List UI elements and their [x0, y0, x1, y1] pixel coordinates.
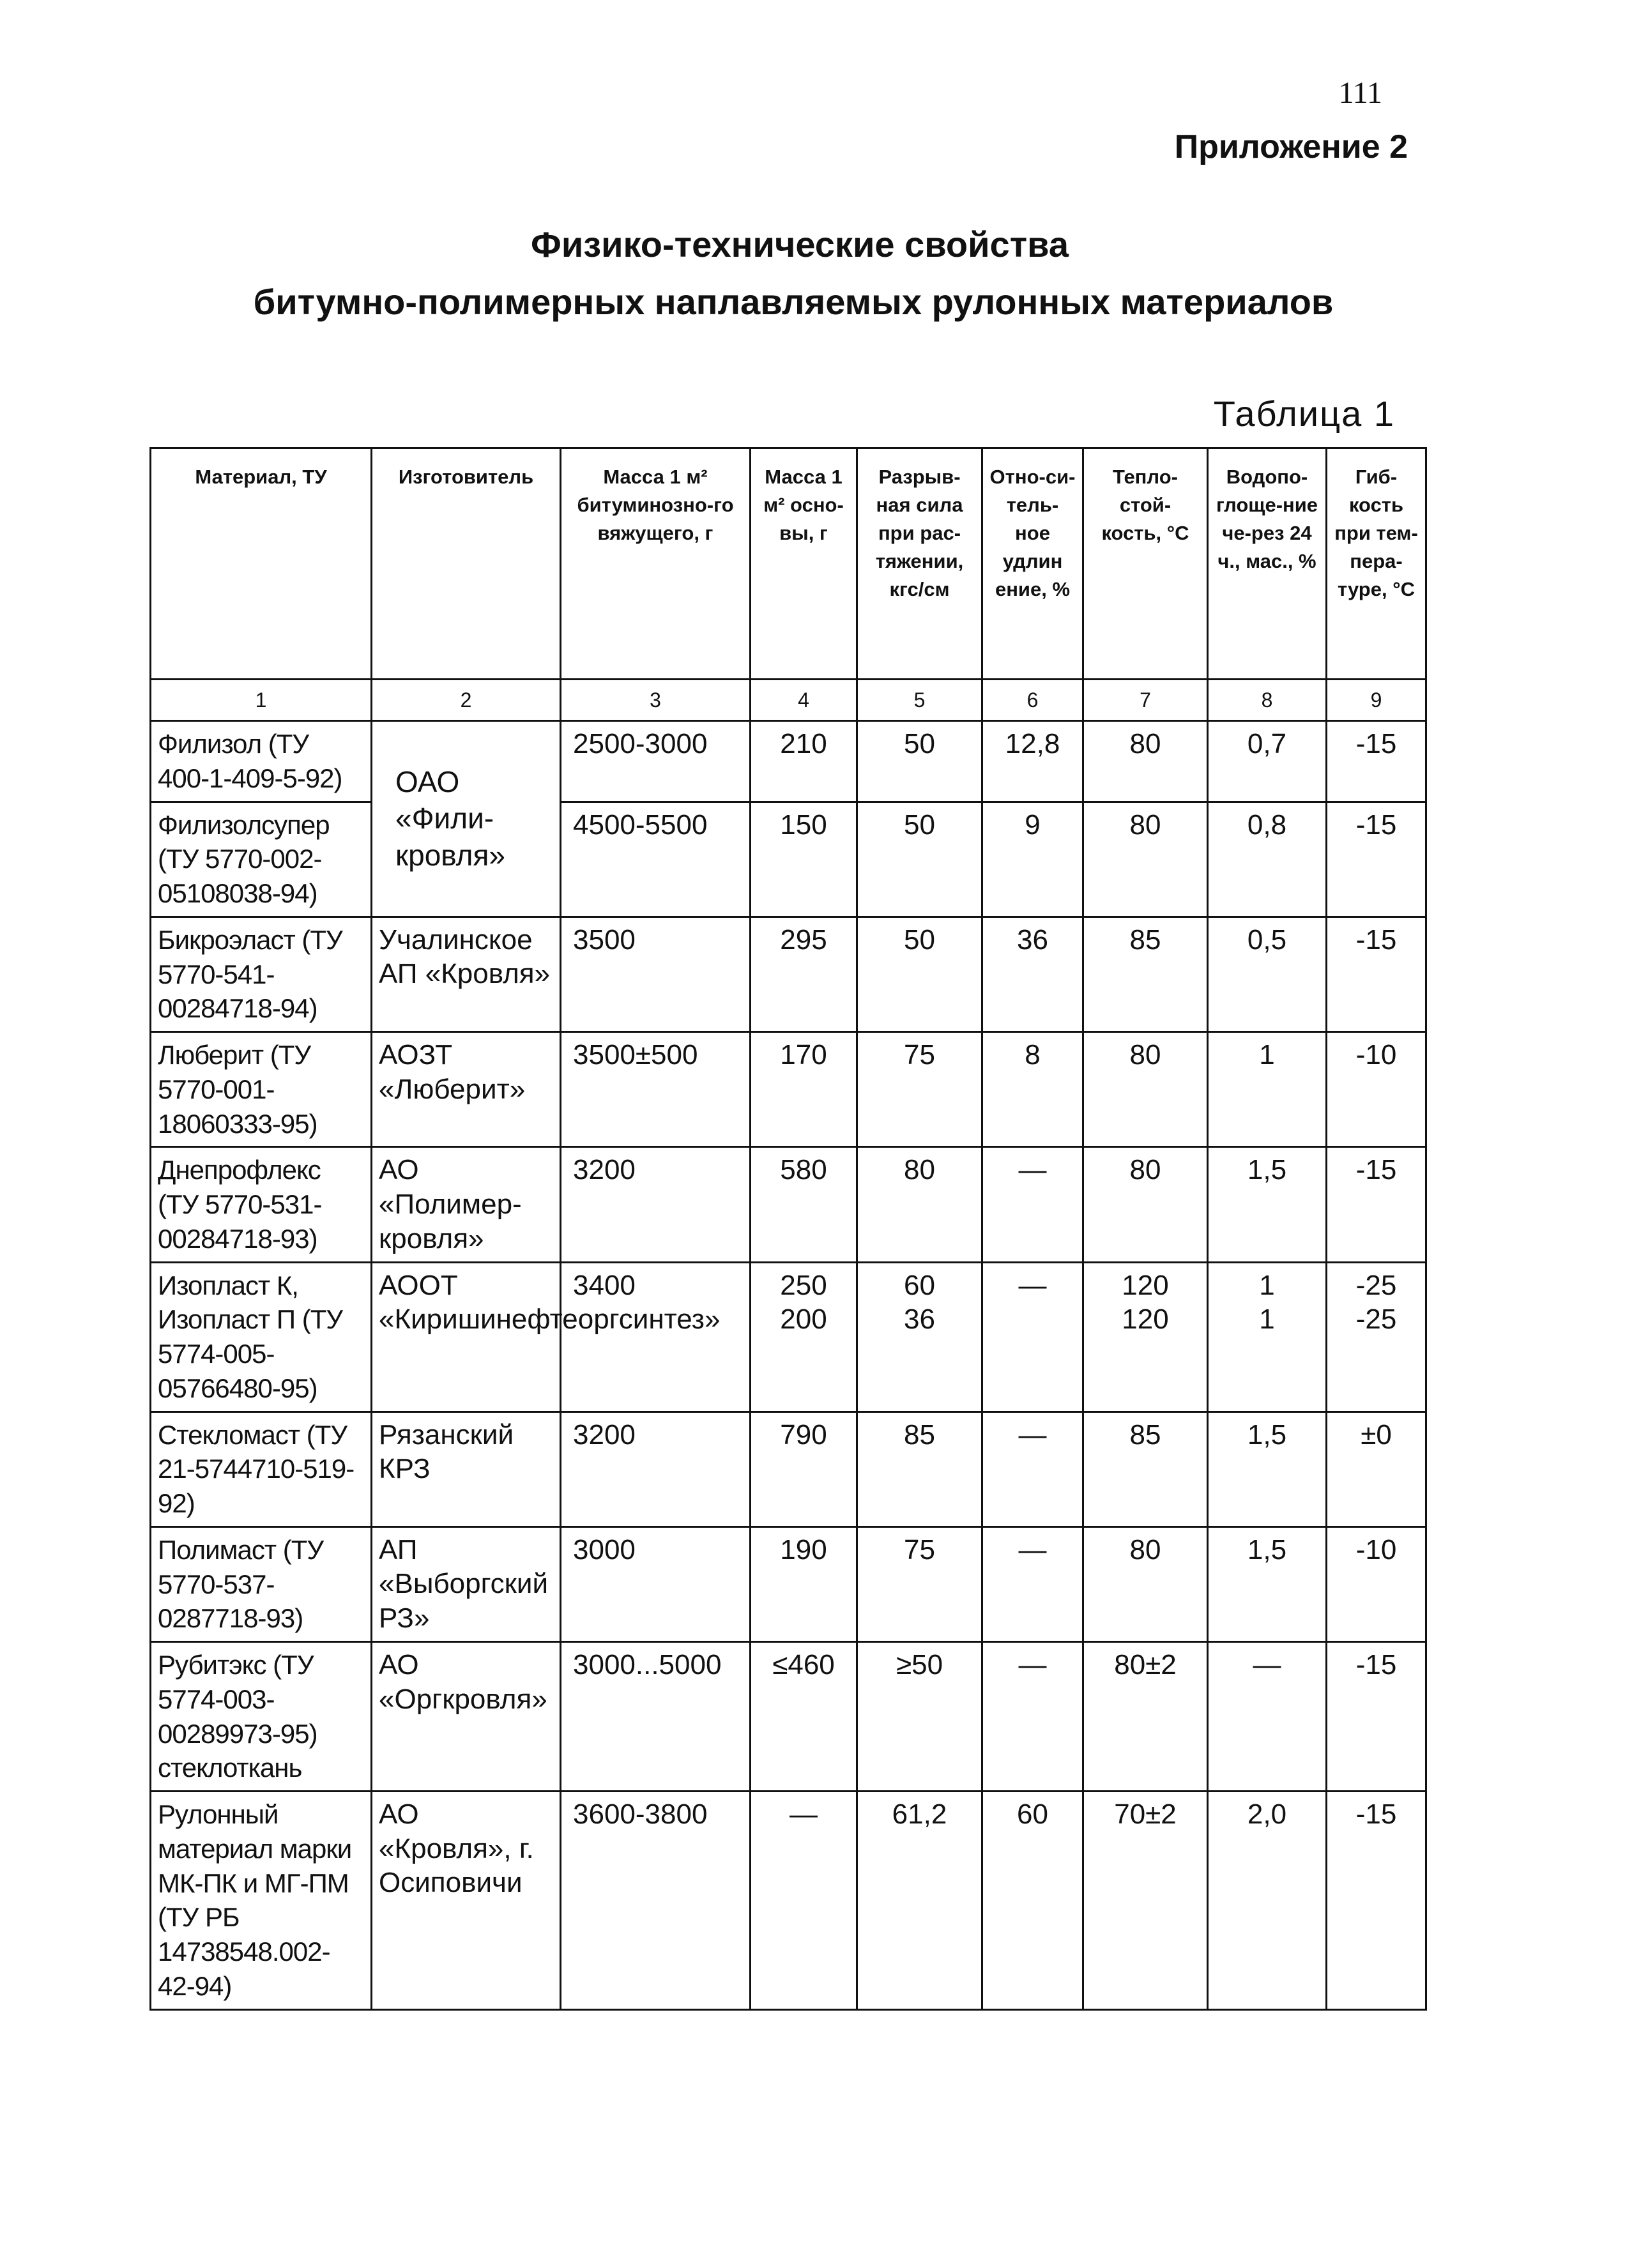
material-cell: Рулонный материал марки МК-ПК и МГ-ПМ (ТУ РБ 14738548.002-42-94) — [151, 1792, 372, 2010]
manufacturer-cell: Рязанский КРЗ — [372, 1412, 561, 1526]
base-mass-cell: ≤460 — [751, 1642, 857, 1792]
material-cell: Филизол (ТУ 400-1-409-5-92) — [151, 721, 372, 802]
table-row — [151, 1642, 1426, 1792]
heat-resistance-cell: 70±2 — [1083, 1792, 1208, 2010]
header-cell: Изготовитель — [372, 448, 561, 680]
water-absorption-cell: 1,5 — [1208, 1412, 1327, 1526]
binder-mass-cell: 4500-5500 — [561, 802, 751, 917]
elongation-cell: — — [982, 1642, 1083, 1792]
table-row — [151, 721, 1426, 802]
manufacturer-cell: АО «Оргкровля» — [372, 1642, 561, 1792]
base-mass-cell: — — [751, 1792, 857, 2010]
water-absorption-cell: 0,8 — [1208, 802, 1327, 917]
column-number-row — [151, 680, 1426, 721]
binder-mass-cell: 3200 — [561, 1147, 751, 1262]
heat-resistance-cell: 80 — [1083, 1526, 1208, 1641]
header-cell: Материал, ТУ — [151, 448, 372, 680]
table-row — [151, 802, 1426, 917]
properties-table — [149, 447, 1427, 2011]
elongation-cell: 12,8 — [982, 721, 1083, 802]
manufacturer-cell: АП «Выборгский РЗ» — [372, 1526, 561, 1641]
material-cell: Рубитэкс (ТУ 5774-003-00289973-95) стеклоткань — [151, 1642, 372, 1792]
header-cell: Разрыв-ная сила при рас-тяжении, кгс/см — [857, 448, 982, 680]
elongation-cell: — — [982, 1262, 1083, 1412]
flexibility-cell: -15 — [1327, 1642, 1426, 1792]
elongation-cell: — — [982, 1412, 1083, 1526]
material-cell: Изопласт К, Изопласт П (ТУ 5774-005-05766480-95) — [151, 1262, 372, 1412]
column-number: 3 — [561, 680, 751, 721]
material-cell: Филизолсупер (ТУ 5770-002-05108038-94) — [151, 802, 372, 917]
column-number: 2 — [372, 680, 561, 721]
column-number: 6 — [982, 680, 1083, 721]
material-cell: Люберит (ТУ 5770-001-18060333-95) — [151, 1032, 372, 1147]
table-row — [151, 1147, 1426, 1262]
manufacturer-cell: АООТ «Киришинефтеоргсинтез» — [372, 1262, 561, 1412]
table-row — [151, 1032, 1426, 1147]
elongation-cell: 8 — [982, 1032, 1083, 1147]
manufacturer-cell: АО «Полимер-кровля» — [372, 1147, 561, 1262]
base-mass-cell: 250 200 — [751, 1262, 857, 1412]
base-mass-cell: 580 — [751, 1147, 857, 1262]
title-line-2: битумно-полимерных наплавляемых рулонных материалов — [253, 282, 1334, 322]
material-cell: Полимаст (ТУ 5770-537-0287718-93) — [151, 1526, 372, 1641]
header-cell: Масса 1 м² битуминозно-го вяжущего, г — [561, 448, 751, 680]
header-cell: Гиб-кость при тем-пера-туре, °С — [1327, 448, 1426, 680]
table-body — [151, 680, 1426, 2010]
flexibility-cell: -10 — [1327, 1032, 1426, 1147]
header-cell: Водопо-глоще-ние че-рез 24 ч., мас., % — [1208, 448, 1327, 680]
flexibility-cell: -25 -25 — [1327, 1262, 1426, 1412]
heat-resistance-cell: 85 — [1083, 1412, 1208, 1526]
base-mass-cell: 790 — [751, 1412, 857, 1526]
material-cell: Днепрофлекс (ТУ 5770-531-00284718-93) — [151, 1147, 372, 1262]
base-mass-cell: 295 — [751, 917, 857, 1031]
page-number: 111 — [1338, 76, 1382, 110]
binder-mass-cell: 3400 — [561, 1262, 751, 1412]
column-number: 4 — [751, 680, 857, 721]
water-absorption-cell: 1 1 — [1208, 1262, 1327, 1412]
binder-mass-cell: 3000 — [561, 1526, 751, 1641]
table-row — [151, 1412, 1426, 1526]
base-mass-cell: 190 — [751, 1526, 857, 1641]
title-line-1: Физико-технические свойства — [531, 224, 1069, 264]
header-cell: Тепло-стой-кость, °С — [1083, 448, 1208, 680]
elongation-cell: 60 — [982, 1792, 1083, 2010]
tensile-cell: ≥50 — [857, 1642, 982, 1792]
header-cell: Отно-си-тель-ное удлин ение, % — [982, 448, 1083, 680]
tensile-cell: 75 — [857, 1032, 982, 1147]
binder-mass-cell: 3200 — [561, 1412, 751, 1526]
water-absorption-cell: 2,0 — [1208, 1792, 1327, 2010]
material-cell: Стекломаст (ТУ 21-5744710-519-92) — [151, 1412, 372, 1526]
binder-mass-cell: 3500±500 — [561, 1032, 751, 1147]
column-number: 7 — [1083, 680, 1208, 721]
water-absorption-cell: 1 — [1208, 1032, 1327, 1147]
flexibility-cell: -10 — [1327, 1526, 1426, 1641]
heat-resistance-cell: 80 — [1083, 721, 1208, 802]
base-mass-cell: 170 — [751, 1032, 857, 1147]
base-mass-cell: 210 — [751, 721, 857, 802]
binder-mass-cell: 3000...5000 — [561, 1642, 751, 1792]
heat-resistance-cell: 80 — [1083, 1147, 1208, 1262]
column-number: 1 — [151, 680, 372, 721]
column-number: 5 — [857, 680, 982, 721]
tensile-cell: 50 — [857, 802, 982, 917]
table-row — [151, 1262, 1426, 1412]
tensile-cell: 85 — [857, 1412, 982, 1526]
water-absorption-cell: 1,5 — [1208, 1526, 1327, 1641]
tensile-cell: 61,2 — [857, 1792, 982, 2010]
flexibility-cell: -15 — [1327, 1792, 1426, 2010]
manufacturer-cell: АО «Кровля», г. Осиповичи — [372, 1792, 561, 2010]
flexibility-cell: ±0 — [1327, 1412, 1426, 1526]
table-label: Таблица 1 — [1213, 393, 1395, 434]
column-number: 9 — [1327, 680, 1426, 721]
heat-resistance-cell: 120 120 — [1083, 1262, 1208, 1412]
table-row — [151, 1526, 1426, 1641]
binder-mass-cell: 2500-3000 — [561, 721, 751, 802]
manufacturer-cell: АОЗТ «Люберит» — [372, 1032, 561, 1147]
manufacturer-cell: Учалинское АП «Кровля» — [372, 917, 561, 1031]
base-mass-cell: 150 — [751, 802, 857, 917]
tensile-cell: 75 — [857, 1526, 982, 1641]
appendix-label: Приложение 2 — [1174, 128, 1408, 165]
flexibility-cell: -15 — [1327, 917, 1426, 1031]
water-absorption-cell: 0,5 — [1208, 917, 1327, 1031]
binder-mass-cell: 3500 — [561, 917, 751, 1031]
water-absorption-cell: 1,5 — [1208, 1147, 1327, 1262]
material-cell: Бикроэласт (ТУ 5770-541-00284718-94) — [151, 917, 372, 1031]
heat-resistance-cell: 80 — [1083, 802, 1208, 917]
header-row — [151, 448, 1426, 680]
column-number: 8 — [1208, 680, 1327, 721]
elongation-cell: — — [982, 1526, 1083, 1641]
flexibility-cell: -15 — [1327, 721, 1426, 802]
tensile-cell: 60 36 — [857, 1262, 982, 1412]
elongation-cell: — — [982, 1147, 1083, 1262]
flexibility-cell: -15 — [1327, 802, 1426, 917]
manufacturer-cell: ОАО «Фили-кровля» — [372, 721, 561, 917]
tensile-cell: 50 — [857, 917, 982, 1031]
binder-mass-cell: 3600-3800 — [561, 1792, 751, 2010]
tensile-cell: 50 — [857, 721, 982, 802]
heat-resistance-cell: 85 — [1083, 917, 1208, 1031]
table-row — [151, 1792, 1426, 2010]
header-cell: Масса 1 м² осно-вы, г — [751, 448, 857, 680]
elongation-cell: 9 — [982, 802, 1083, 917]
water-absorption-cell: — — [1208, 1642, 1327, 1792]
elongation-cell: 36 — [982, 917, 1083, 1031]
water-absorption-cell: 0,7 — [1208, 721, 1327, 802]
flexibility-cell: -15 — [1327, 1147, 1426, 1262]
heat-resistance-cell: 80±2 — [1083, 1642, 1208, 1792]
table-row — [151, 917, 1426, 1031]
heat-resistance-cell: 80 — [1083, 1032, 1208, 1147]
tensile-cell: 80 — [857, 1147, 982, 1262]
